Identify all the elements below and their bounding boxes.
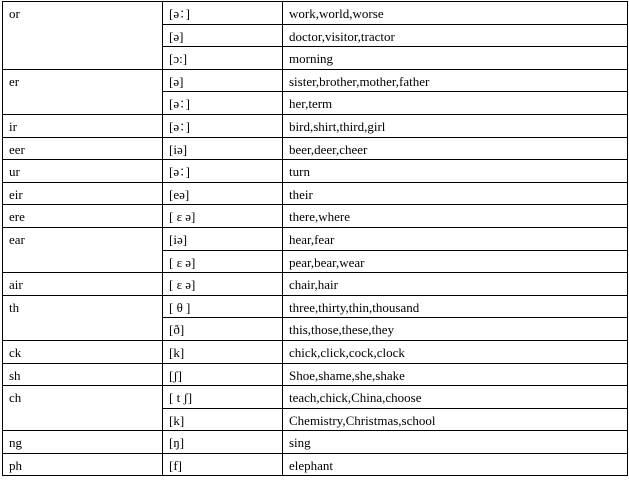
examples-cell: chick,click,cock,clock — [283, 340, 628, 363]
phonetic-cell: [ ɛ ə] — [163, 250, 283, 273]
examples-cell: this,those,these,they — [283, 318, 628, 341]
phonetic-cell: [f] — [163, 453, 283, 476]
spelling-cell: ch — [3, 386, 163, 431]
phonetic-cell: [ ɛ ə] — [163, 205, 283, 228]
phonetic-cell: [ə：] — [163, 2, 283, 25]
examples-cell: hear,fear — [283, 227, 628, 250]
phonetic-cell: [ə：] — [163, 92, 283, 115]
phonetic-cell: [ t ʃ] — [163, 386, 283, 409]
phonetic-cell: [ŋ] — [163, 431, 283, 454]
phonetic-cell: [ə] — [163, 24, 283, 47]
phonetic-cell: [ə] — [163, 69, 283, 92]
table-row — [3, 69, 628, 92]
examples-cell: her,term — [283, 92, 628, 115]
phonics-table — [2, 1, 628, 476]
phonetic-cell: [ə：] — [163, 160, 283, 183]
examples-cell: beer,deer,cheer — [283, 137, 628, 160]
examples-cell: there,where — [283, 205, 628, 228]
table-row — [3, 227, 628, 250]
spelling-cell: ere — [3, 205, 163, 228]
spelling-cell: eer — [3, 137, 163, 160]
spelling-cell: air — [3, 273, 163, 296]
examples-cell: doctor,visitor,tractor — [283, 24, 628, 47]
spelling-cell: or — [3, 2, 163, 70]
examples-cell: Chemistry,Christmas,school — [283, 408, 628, 431]
table-row — [3, 453, 628, 476]
examples-cell: morning — [283, 47, 628, 70]
phonetic-cell: [ə：] — [163, 114, 283, 137]
examples-cell: teach,chick,China,choose — [283, 386, 628, 409]
spelling-cell: ur — [3, 160, 163, 183]
examples-cell: chair,hair — [283, 273, 628, 296]
phonetic-cell: [iə] — [163, 227, 283, 250]
examples-cell: bird,shirt,third,girl — [283, 114, 628, 137]
spelling-cell: ph — [3, 453, 163, 476]
spelling-cell: th — [3, 295, 163, 340]
table-row — [3, 273, 628, 296]
spelling-cell: ir — [3, 114, 163, 137]
table-row — [3, 205, 628, 228]
examples-cell: work,world,worse — [283, 2, 628, 25]
table-row — [3, 363, 628, 386]
phonetic-cell: [iə] — [163, 137, 283, 160]
table-row — [3, 160, 628, 183]
examples-cell: elephant — [283, 453, 628, 476]
table-row — [3, 386, 628, 409]
spelling-cell: ear — [3, 227, 163, 272]
table-row — [3, 114, 628, 137]
spelling-cell: ck — [3, 340, 163, 363]
examples-cell: turn — [283, 160, 628, 183]
spelling-cell: eir — [3, 182, 163, 205]
table-row — [3, 295, 628, 318]
spelling-cell: er — [3, 69, 163, 114]
phonetic-cell: [k] — [163, 408, 283, 431]
phonetic-cell: [k] — [163, 340, 283, 363]
phonetic-cell: [ʃ] — [163, 363, 283, 386]
spelling-cell: ng — [3, 431, 163, 454]
table-body — [3, 2, 628, 476]
phonetic-cell: [eə] — [163, 182, 283, 205]
examples-cell: their — [283, 182, 628, 205]
examples-cell: Shoe,shame,she,shake — [283, 363, 628, 386]
examples-cell: three,thirty,thin,thousand — [283, 295, 628, 318]
examples-cell: pear,bear,wear — [283, 250, 628, 273]
table-row — [3, 2, 628, 25]
examples-cell: sister,brother,mother,father — [283, 69, 628, 92]
spelling-cell: sh — [3, 363, 163, 386]
phonetic-cell: [ð] — [163, 318, 283, 341]
table-row — [3, 182, 628, 205]
table-row — [3, 137, 628, 160]
table-row — [3, 340, 628, 363]
phonetic-cell: [ɔ:] — [163, 47, 283, 70]
table-row — [3, 431, 628, 454]
phonetic-cell: [ θ ] — [163, 295, 283, 318]
phonetic-cell: [ ɛ ə] — [163, 273, 283, 296]
examples-cell: sing — [283, 431, 628, 454]
